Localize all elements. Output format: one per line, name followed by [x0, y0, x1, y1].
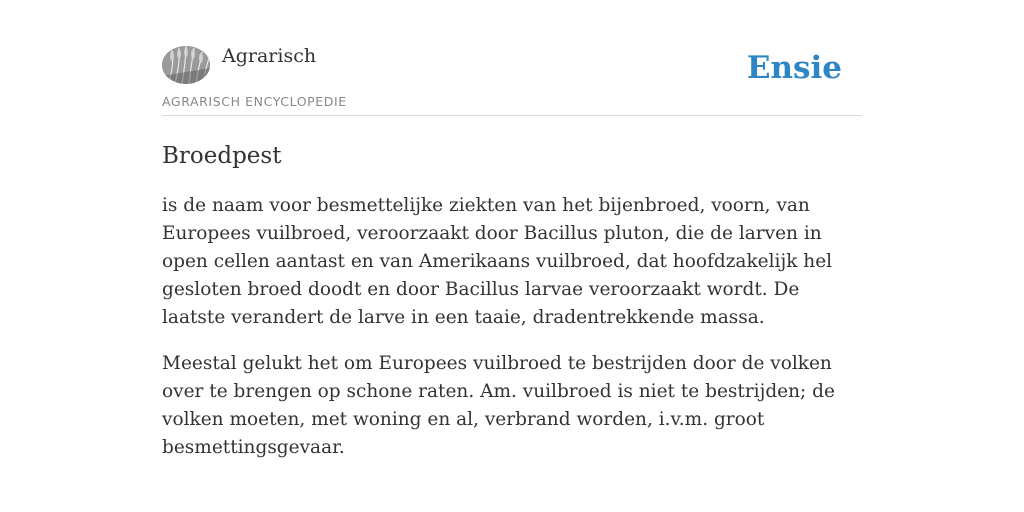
header	[162, 0, 862, 116]
page	[162, 0, 862, 462]
wheat-avatar-icon[interactable]	[162, 46, 210, 84]
article-title: Broedpest	[162, 143, 282, 169]
brand-logo-link[interactable]: Ensie	[746, 50, 842, 86]
article-paragraph-1: is de naam voor besmettelijke ziekten van het bijenbroed, voorn, van Europees vuilbroed, veroorzaakt door Bacillus pluton, die de larven in open cellen aantast en van Amerikaans vuilbroed, dat hoofdzakelijk hel gesloten broed doodt en door Bacillus larvae veroorzaakt wordt. De laatste verandert de larve in een taaie, dradentrekkende massa.	[162, 195, 833, 328]
article-paragraph-2: Meestal gelukt het om Europees vuilbroed te bestrijden door de volken over te brengen op schone raten. Am. vuilbroed is niet te bestrijden; de volken moeten, met woning en al, verbrand worden, i.v.m. groot besmettingsgevaar.	[162, 353, 835, 458]
source-subtitle-link[interactable]: AGRARISCH ENCYCLOPEDIE	[162, 94, 347, 109]
source-name-link[interactable]: Agrarisch	[222, 45, 317, 67]
